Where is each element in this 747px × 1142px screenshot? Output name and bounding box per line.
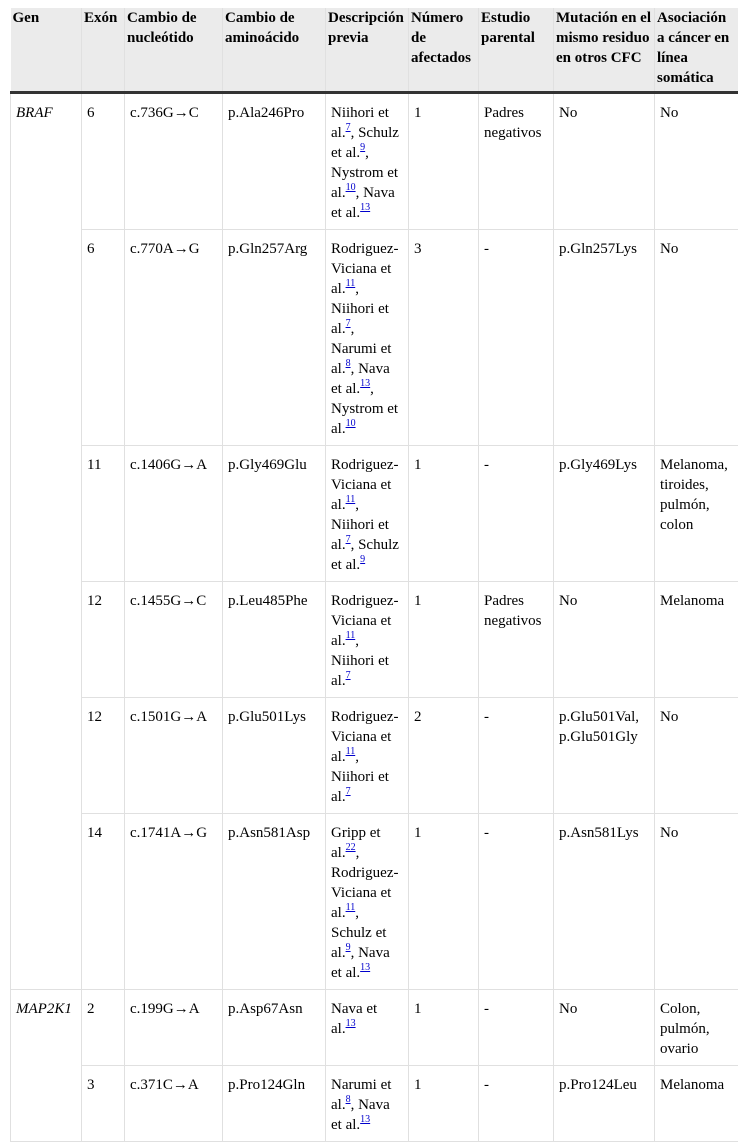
nucleotide-change-cell: c.1501G→A	[125, 698, 223, 814]
affected-count-cell: 1	[409, 93, 479, 230]
reference-separator: ,	[365, 145, 369, 161]
reference-link[interactable]: 9	[360, 142, 366, 153]
exon-cell: 2	[82, 990, 125, 1066]
aminoacid-change-cell: p.Gly469Glu	[223, 446, 326, 582]
reference-link[interactable]: 7	[345, 786, 351, 797]
affected-count-cell: 1	[409, 1066, 479, 1142]
table-row	[11, 582, 738, 698]
reference-author: Rodriguez-Viciana et al.	[331, 457, 399, 513]
previous-description-cell	[326, 230, 409, 446]
reference-link[interactable]: 11	[345, 494, 356, 505]
table-row	[11, 446, 738, 582]
reference-superscript	[346, 746, 356, 757]
header-aminoacid: Cambio de aminoácido	[223, 8, 326, 93]
reference-superscript	[360, 554, 365, 565]
exon-cell: 6	[82, 93, 125, 230]
reference-link[interactable]: 7	[345, 122, 351, 133]
reference-separator: ,	[350, 125, 359, 141]
reference-superscript	[346, 358, 351, 369]
header-same-residue: Mutación en el mismo residuo en otros CFC	[554, 8, 655, 93]
exon-cell: 14	[82, 814, 125, 990]
nucleotide-change-cell: c.1455G→C	[125, 582, 223, 698]
table-row	[11, 230, 738, 446]
header-exon: Exón	[82, 8, 125, 93]
exon-cell: 11	[82, 446, 125, 582]
header-affected: Número de afectados	[409, 8, 479, 93]
aminoacid-change-cell: p.Ala246Pro	[223, 93, 326, 230]
reference-superscript	[346, 318, 351, 329]
reference-separator: ,	[370, 381, 374, 397]
somatic-cancer-cell: No	[655, 698, 738, 814]
mutations-table	[10, 8, 738, 1142]
reference-separator: ,	[350, 321, 355, 337]
reference-author: Rodriguez-Viciana et al.	[331, 241, 399, 297]
nucleotide-change-cell: c.1406G→A	[125, 446, 223, 582]
aminoacid-change-cell: p.Gln257Arg	[223, 230, 326, 446]
reference-author: Niihori et al.	[331, 769, 389, 805]
exon-cell: 12	[82, 698, 125, 814]
affected-count-cell: 3	[409, 230, 479, 446]
nucleotide-change-cell: c.371C→A	[125, 1066, 223, 1142]
header-gen: Gen	[11, 8, 82, 93]
header-row	[11, 8, 738, 93]
reference-separator: ,	[355, 845, 360, 861]
reference-separator: ,	[355, 281, 359, 297]
header-cancer: Asociación a cáncer en línea somática	[655, 8, 738, 93]
aminoacid-change-cell: p.Asn581Asp	[223, 814, 326, 990]
aminoacid-change-cell: p.Asp67Asn	[223, 990, 326, 1066]
reference-separator: ,	[355, 749, 359, 765]
reference-separator: ,	[350, 537, 359, 553]
table-row	[11, 814, 738, 990]
reference-link[interactable]: 11	[345, 902, 356, 913]
affected-count-cell: 1	[409, 990, 479, 1066]
affected-count-cell: 1	[409, 446, 479, 582]
reference-author: Schulz et al.	[331, 537, 399, 573]
table-body	[11, 93, 738, 1142]
parental-study-cell: -	[479, 814, 554, 990]
affected-count-cell: 1	[409, 814, 479, 990]
reference-author: Rodriguez-Viciana et al.	[331, 865, 399, 921]
reference-author: Rodriguez-Viciana et al.	[331, 709, 399, 765]
parental-study-cell: -	[479, 698, 554, 814]
gene-name: MAP2K1	[11, 990, 82, 1142]
nucleotide-change-cell: c.736G→C	[125, 93, 223, 230]
reference-link[interactable]: 7	[345, 318, 351, 329]
reference-link[interactable]: 10	[345, 182, 356, 193]
reference-author: Rodriguez-Viciana et al.	[331, 593, 399, 649]
reference-author: Nava et al.	[331, 1001, 378, 1037]
exon-cell: 12	[82, 582, 125, 698]
same-residue-cell: p.Asn581Lys	[554, 814, 655, 990]
parental-study-cell: -	[479, 230, 554, 446]
affected-count-cell: 2	[409, 698, 479, 814]
table-row	[11, 93, 738, 230]
somatic-cancer-cell: Colon, pulmón, ovario	[655, 990, 738, 1066]
somatic-cancer-cell: No	[655, 93, 738, 230]
reference-author: Nava et al.	[331, 185, 395, 221]
reference-link[interactable]: 13	[360, 202, 371, 213]
reference-author: Nava et al.	[331, 945, 390, 981]
exon-cell: 6	[82, 230, 125, 446]
reference-author: Nystrom et al.	[331, 165, 399, 201]
previous-description-cell	[326, 446, 409, 582]
reference-superscript	[346, 494, 356, 505]
nucleotide-change-cell: c.199G→A	[125, 990, 223, 1066]
header-nucleotide: Cambio de nucleótido	[125, 8, 223, 93]
previous-description-cell	[326, 698, 409, 814]
reference-superscript	[346, 534, 351, 545]
reference-author: Niihori et al.	[331, 301, 389, 337]
reference-link[interactable]: 8	[345, 358, 351, 369]
reference-link[interactable]: 22	[345, 842, 356, 853]
same-residue-cell: No	[554, 990, 655, 1066]
reference-superscript	[360, 142, 365, 153]
reference-separator: ,	[350, 945, 359, 961]
aminoacid-change-cell: p.Glu501Lys	[223, 698, 326, 814]
header-previous-description: Descripción previa	[326, 8, 409, 93]
reference-separator: ,	[350, 361, 359, 377]
reference-link[interactable]: 9	[345, 942, 351, 953]
reference-link[interactable]: 7	[345, 670, 351, 681]
reference-superscript	[360, 962, 370, 973]
reference-author: Gripp et al.	[331, 825, 381, 861]
previous-description-cell	[326, 93, 409, 230]
table-row	[11, 990, 738, 1066]
same-residue-cell: p.Pro124Leu	[554, 1066, 655, 1142]
same-residue-cell: p.Gly469Lys	[554, 446, 655, 582]
reference-superscript	[360, 202, 370, 213]
reference-superscript	[346, 1018, 356, 1029]
reference-superscript	[360, 378, 370, 389]
somatic-cancer-cell: Melanoma	[655, 1066, 738, 1142]
reference-superscript	[360, 1114, 370, 1125]
reference-separator: ,	[355, 185, 364, 201]
reference-superscript	[346, 902, 356, 913]
reference-separator: ,	[355, 905, 359, 921]
somatic-cancer-cell: No	[655, 814, 738, 990]
reference-author: Nava et al.	[331, 1097, 390, 1133]
parental-study-cell: -	[479, 990, 554, 1066]
reference-author: Schulz et al.	[331, 925, 387, 961]
reference-link[interactable]: 13	[360, 1114, 371, 1125]
reference-superscript	[346, 842, 356, 853]
reference-link[interactable]: 8	[345, 1094, 351, 1105]
reference-superscript	[346, 182, 356, 193]
same-residue-cell: No	[554, 93, 655, 230]
reference-link[interactable]: 11	[345, 278, 356, 289]
reference-author: Niihori et al.	[331, 517, 389, 553]
parental-study-cell: -	[479, 1066, 554, 1142]
reference-link[interactable]: 10	[345, 418, 356, 429]
reference-link[interactable]: 13	[360, 378, 371, 389]
nucleotide-change-cell: c.1741A→G	[125, 814, 223, 990]
aminoacid-change-cell: p.Leu485Phe	[223, 582, 326, 698]
same-residue-cell: p.Gln257Lys	[554, 230, 655, 446]
reference-superscript	[346, 630, 356, 641]
reference-separator: ,	[355, 497, 359, 513]
parental-study-cell: Padres negativos	[479, 582, 554, 698]
reference-superscript	[346, 418, 356, 429]
affected-count-cell: 1	[409, 582, 479, 698]
reference-superscript	[346, 278, 356, 289]
table-row	[11, 698, 738, 814]
table-row	[11, 1066, 738, 1142]
somatic-cancer-cell: Melanoma, tiroides, pulmón, colon	[655, 446, 738, 582]
previous-description-cell	[326, 582, 409, 698]
reference-author: Narumi et al.	[331, 1077, 392, 1113]
aminoacid-change-cell: p.Pro124Gln	[223, 1066, 326, 1142]
previous-description-cell	[326, 1066, 409, 1142]
reference-link[interactable]: 9	[360, 554, 366, 565]
nucleotide-change-cell: c.770A→G	[125, 230, 223, 446]
reference-link[interactable]: 7	[345, 534, 351, 545]
reference-separator: ,	[350, 1097, 359, 1113]
previous-description-cell	[326, 990, 409, 1066]
reference-superscript	[346, 1094, 351, 1105]
parental-study-cell: -	[479, 446, 554, 582]
reference-superscript	[346, 670, 351, 681]
reference-author: Narumi et al.	[331, 341, 392, 377]
gene-name: BRAF	[11, 93, 82, 990]
reference-superscript	[346, 122, 351, 133]
same-residue-cell: No	[554, 582, 655, 698]
reference-link[interactable]: 11	[345, 630, 356, 641]
reference-author: Nava et al.	[331, 361, 390, 397]
reference-link[interactable]: 11	[345, 746, 356, 757]
reference-superscript	[346, 942, 351, 953]
reference-author: Niihori et al.	[331, 105, 389, 141]
reference-author: Nystrom et al.	[331, 401, 399, 437]
reference-author: Schulz et al.	[331, 125, 399, 161]
same-residue-cell: p.Glu501Val, p.Glu501Gly	[554, 698, 655, 814]
reference-link[interactable]: 13	[345, 1018, 356, 1029]
parental-study-cell: Padres negativos	[479, 93, 554, 230]
previous-description-cell	[326, 814, 409, 990]
header-parental: Estudio parental	[479, 8, 554, 93]
exon-cell: 3	[82, 1066, 125, 1142]
somatic-cancer-cell: Melanoma	[655, 582, 738, 698]
reference-link[interactable]: 13	[360, 962, 371, 973]
reference-author: Niihori et al.	[331, 653, 389, 689]
somatic-cancer-cell: No	[655, 230, 738, 446]
reference-superscript	[346, 786, 351, 797]
reference-separator: ,	[355, 633, 359, 649]
